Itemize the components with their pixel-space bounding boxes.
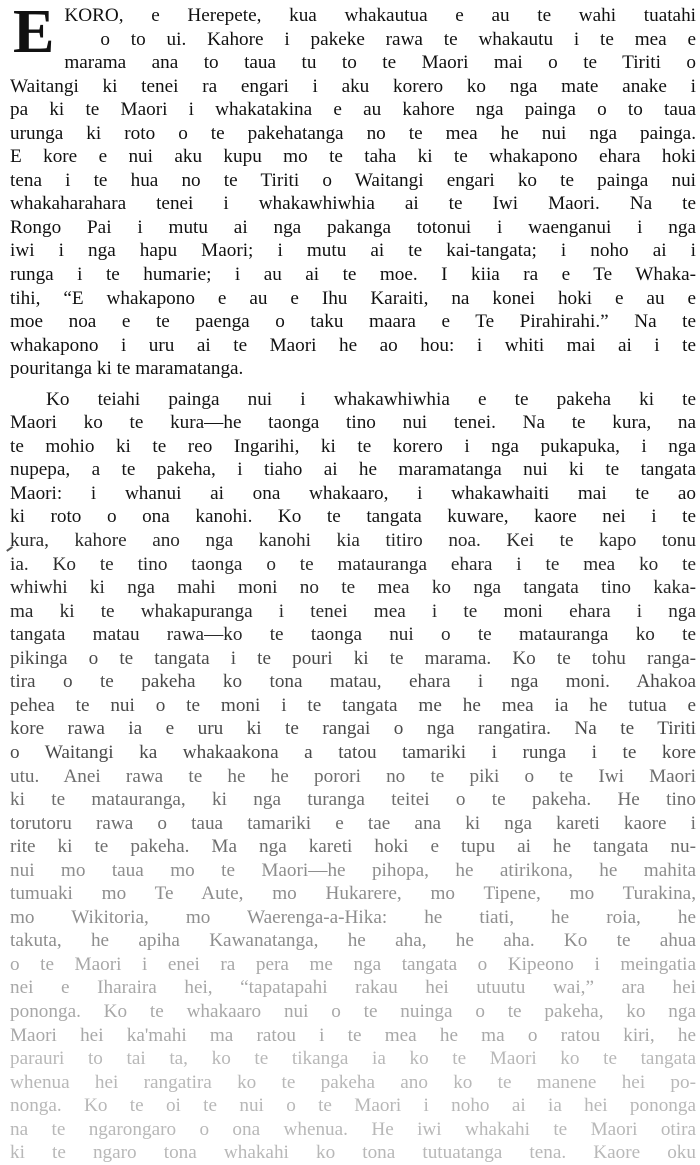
paragraph2-line: Maori: i whanui ai ona whakaaro, i whakawhaiti mai te ao <box>10 482 696 504</box>
paragraph2-line: ki roto o ona kanohi. Ko te tangata kuware, kaore nei i te <box>10 506 696 528</box>
drop-cap: E <box>13 0 55 66</box>
paragraph1-line: tena i te hua no te Tiriti o Waitangi engari ko te painga nui <box>10 169 696 191</box>
paragraph-2 <box>10 388 696 1165</box>
paragraph2-line: Ko teiahi painga nui i whakawhiwhia e te pakeha ki te <box>46 388 696 410</box>
paragraph1-line: o to ui. Kahore i pakeke rawa te whakautu i te mea e <box>100 28 696 50</box>
paragraph1-line: Rongo Pai i mutu ai nga pakanga totonui i waenganui i nga <box>10 216 696 238</box>
paragraph2-line: pikinga o te tangata i te pouri ki te marama. Ko te tohu ranga- <box>10 647 696 669</box>
paragraph1-line: tihi, “E whakapono e au e Ihu Karaiti, na konei hoki e au e <box>10 287 696 309</box>
paragraph2-line: parauri to tai ta, ko te tikanga ia ko te Maori ko te tangata <box>10 1048 696 1070</box>
paragraph2-line: nei e Iharaira hei, “tapatapahi rakau hei utuutu wai,” ara hei <box>10 977 696 999</box>
paragraph-1 <box>10 0 696 381</box>
paragraph1-line: urunga ki roto o te pakehatanga no te mea he nui nga painga. <box>10 122 696 144</box>
paragraph1-line: E kore e nui aku kupu mo te taha ki te whakapono ehara hoki <box>10 146 696 168</box>
paragraph2-line: tira o te pakeha ko tona matau, ehara i nga moni. Ahakoa <box>10 671 696 693</box>
paragraph2-line: kura, kahore ano nga kanohi kia titiro noa. Kei te kapo tonu <box>10 530 696 552</box>
paragraph1-line: whakaharahara tenei i whakawhiwhia ai te Iwi Maori. Na te <box>10 193 696 215</box>
paragraph2-line: mo Wikitoria, mo Waerenga-a-Hika: he tiati, he roia, he <box>10 906 696 928</box>
paragraph2-line: whenua hei rangatira ko te pakeha ano ko te manene hei po- <box>10 1071 696 1093</box>
paragraph2-line: pononga. Ko te whakaaro nui o te nuinga o te pakeha, ko nga <box>10 1000 696 1022</box>
paragraph2-line: nui mo taua mo te Maori—he pihopa, he atirikona, he mahita <box>10 859 696 881</box>
paragraph1-line: Waitangi ki tenei ra engari i aku korero ko nga mate anake i <box>10 75 696 97</box>
document-page <box>10 0 696 1165</box>
paragraph1-line: iwi i nga hapu Maori; i mutu ai te kai-tangata; i noho ai i <box>10 240 696 262</box>
paragraph1-line: runga i te humarie; i au ai te moe. I kiia ra e Te Whaka- <box>10 264 696 286</box>
paragraph2-line: Maori ko te kura—he taonga tino nui tenei. Na te kura, na <box>10 412 696 434</box>
paragraph2-line: o Waitangi ka whakaakona a tatou tamariki i runga i te kore <box>10 741 696 763</box>
paragraph2-line: na te ngarongaro o ona whenua. He iwi whakahi te Maori otira <box>10 1118 696 1140</box>
paragraph2-line: takuta, he apiha Kawanatanga, he aha, he aha. Ko te ahua <box>10 930 696 952</box>
paragraph2-line: torutoru rawa o taua tamariki e tae ana ki nga kareti kaore i <box>10 812 696 834</box>
paragraph2-line: ki te ngaro tona whakahi ko tona tutuatanga tena. Kaore oku <box>10 1142 696 1164</box>
paragraph1-line: moe noa e te paenga o taku maara e Te Pirahirahi.” Na te <box>10 311 696 333</box>
paragraph2-line: pehea te nui o te moni i te tangata me he mea ia he tutua e <box>10 694 696 716</box>
paragraph2-line: nupepa, a te pakeha, i tiaho ai he maramatanga nui ki te tangata <box>10 459 696 481</box>
paragraph2-line: ia. Ko te tino taonga o te matauranga ehara i te mea ko te <box>10 553 696 575</box>
paragraph2-line: tangata matau rawa—ko te taonga nui o te matauranga ko te <box>10 624 696 646</box>
paragraph2-line: te mohio ki te reo Ingarihi, ki te korero i nga pukapuka, i nga <box>10 435 696 457</box>
paragraph2-line: utu. Anei rawa te he he porori no te piki o te Iwi Maori <box>10 765 696 787</box>
paragraph2-line: whiwhi ki nga mahi moni no te mea ko nga tangata tino kaka- <box>10 577 696 599</box>
paragraph2-line: rite ki te pakeha. Ma nga kareti hoki e tupu ai he tangata nu- <box>10 836 696 858</box>
paragraph1-line: pouritanga ki te maramatanga. <box>10 358 244 380</box>
paragraph1-line: whakapono i uru ai te Maori he ao hou: i whiti mai ai i te <box>10 334 696 356</box>
paragraph2-line: Maori hei ka'mahi ma ratou i te mea he ma o ratou kiri, he <box>10 1024 696 1046</box>
paragraph2-line: kore rawa ia e uru ki te rangai o nga rangatira. Na te Tiriti <box>10 718 696 740</box>
paragraph1-line: KORO, e Herepete, kua whakautua e au te wahi tuatahi <box>64 5 696 26</box>
paragraph2-line: o te Maori i enei ra pera me nga tangata o Kipeono i meingatia <box>10 953 696 975</box>
paragraph1-line: pa ki te Maori i whakatakina e au kahore nga painga o to taua <box>10 99 696 121</box>
paragraph2-line: tumuaki mo Te Aute, mo Hukarere, mo Tipene, mo Turakina, <box>10 883 696 905</box>
paragraph2-line: ki te matauranga, ki nga turanga teitei o te pakeha. He tino <box>10 789 696 811</box>
paragraph2-line: nonga. Ko te oi te nui o te Maori i noho ai ia hei pononga <box>10 1095 696 1117</box>
paragraph2-line: ma ki te whakapuranga i tenei mea i te moni ehara i nga <box>10 600 696 622</box>
paragraph1-line: marama ana to taua tu to te Maori mai o te Tiriti o <box>64 52 696 74</box>
